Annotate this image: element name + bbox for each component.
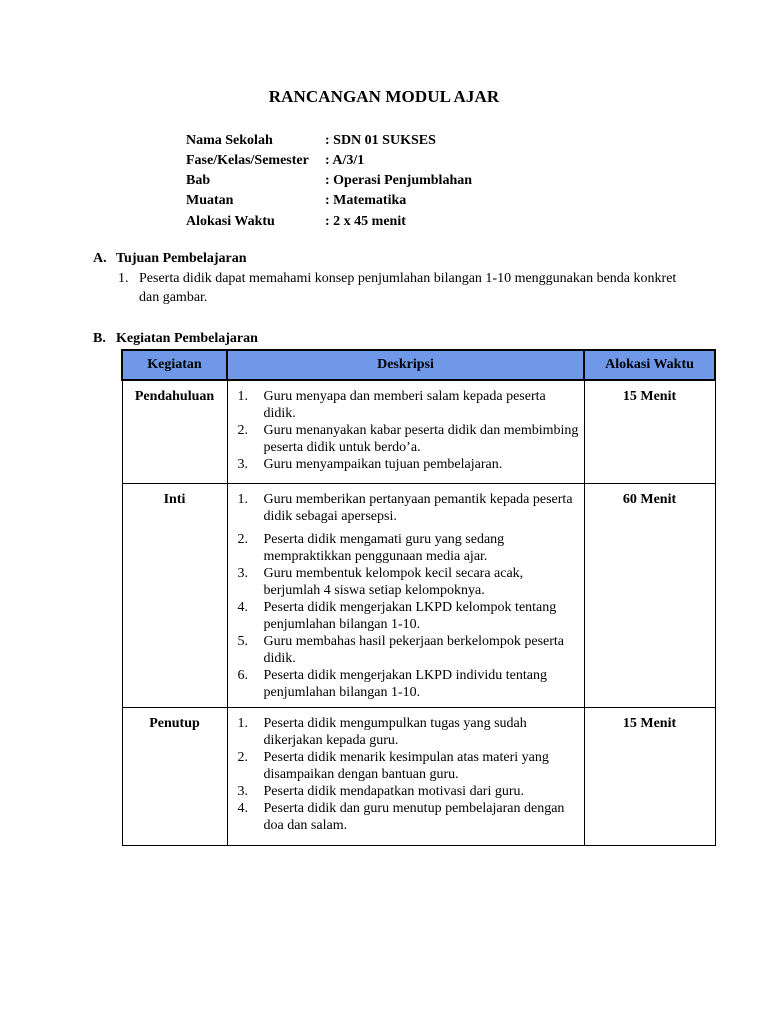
table-header-row xyxy=(122,350,715,380)
header-alokasi: Alokasi Waktu xyxy=(584,350,715,380)
step-list xyxy=(238,388,580,473)
identity-block xyxy=(186,131,472,232)
section-a-heading xyxy=(93,250,247,268)
step-number: 3. xyxy=(237,566,248,581)
info-label: Fase/Kelas/Semester xyxy=(186,153,309,168)
table-row xyxy=(122,484,715,708)
step-item xyxy=(238,531,580,565)
step-text: Guru membahas hasil pekerjaan berkelompok peserta didik. xyxy=(263,634,565,666)
list-text: Peserta didik dapat memahami konsep penjumlahan bilangan 1-10 menggunakan benda konkret dan gambar. xyxy=(139,271,677,305)
step-number: 6. xyxy=(237,668,248,683)
step-number: 2. xyxy=(237,750,248,765)
info-label: Nama Sekolah xyxy=(186,133,273,148)
info-row xyxy=(186,191,472,211)
step-list xyxy=(238,491,580,701)
step-item xyxy=(238,783,580,800)
info-value: : 2 x 45 menit xyxy=(325,214,406,229)
info-label: Bab xyxy=(186,173,211,188)
info-value: : SDN 01 SUKSES xyxy=(325,133,436,148)
kegiatan-table xyxy=(121,349,716,846)
info-value: : Operasi Penjumblahan xyxy=(325,173,473,188)
info-value: : A/3/1 xyxy=(325,153,365,168)
list-item xyxy=(118,269,678,307)
info-row xyxy=(186,131,472,151)
kegiatan-cell: Pendahuluan xyxy=(122,380,227,484)
step-text: Guru menyampaikan tujuan pembelajaran. xyxy=(263,457,503,472)
step-item xyxy=(238,715,580,749)
step-number: 2. xyxy=(237,423,248,438)
step-number: 5. xyxy=(237,634,248,649)
step-item xyxy=(238,800,580,834)
tujuan-list xyxy=(118,269,678,307)
alokasi-cell: 60 Menit xyxy=(584,484,715,708)
step-text: Peserta didik mengumpulkan tugas yang sudah dikerjakan kepada guru. xyxy=(263,716,527,748)
step-item xyxy=(238,633,580,667)
header-kegiatan: Kegiatan xyxy=(122,350,227,380)
step-item xyxy=(238,667,580,701)
step-item xyxy=(238,422,580,456)
alokasi-cell: 15 Menit xyxy=(584,380,715,484)
step-text: Guru memberikan pertanyaan pemantik kepada peserta didik sebagai apersepsi. xyxy=(263,492,573,524)
deskripsi-cell xyxy=(227,484,584,708)
step-item xyxy=(238,565,580,599)
kegiatan-cell: Penutup xyxy=(122,708,227,846)
deskripsi-cell xyxy=(227,380,584,484)
step-text: Peserta didik mengerjakan LKPD individu tentang penjumlahan bilangan 1-10. xyxy=(263,668,547,700)
step-item xyxy=(238,491,580,525)
header-deskripsi: Deskripsi xyxy=(227,350,584,380)
deskripsi-cell xyxy=(227,708,584,846)
step-text: Guru menanyakan kabar peserta didik dan membimbing peserta didik untuk berdo’a. xyxy=(263,423,579,455)
step-text: Peserta didik mengerjakan LKPD kelompok tentang penjumlahan bilangan 1-10. xyxy=(263,600,557,632)
table-row xyxy=(122,380,715,484)
info-label: Alokasi Waktu xyxy=(186,214,275,229)
section-title: Tujuan Pembelajaran xyxy=(116,251,247,266)
info-row xyxy=(186,212,472,232)
step-item xyxy=(238,599,580,633)
step-text: Peserta didik mendapatkan motivasi dari guru. xyxy=(263,784,524,799)
step-number: 4. xyxy=(237,600,248,615)
section-b-heading xyxy=(93,330,258,348)
step-text: Guru menyapa dan memberi salam kepada peserta didik. xyxy=(263,389,546,421)
step-number: 2. xyxy=(237,532,248,547)
kegiatan-cell: Inti xyxy=(122,484,227,708)
step-text: Peserta didik mengamati guru yang sedang mempraktikkan penggunaan media ajar. xyxy=(263,532,505,564)
info-label: Muatan xyxy=(186,193,234,208)
table-row xyxy=(122,708,715,846)
step-list xyxy=(238,715,580,834)
step-number: 3. xyxy=(237,784,248,799)
step-number: 1. xyxy=(237,492,248,507)
section-letter: B. xyxy=(93,331,106,346)
step-number: 3. xyxy=(237,457,248,472)
step-number: 4. xyxy=(237,801,248,816)
info-row xyxy=(186,171,472,191)
info-value: : Matematika xyxy=(325,193,407,208)
step-text: Guru membentuk kelompok kecil secara acak, berjumlah 4 siswa setiap kelompoknya. xyxy=(263,566,524,598)
document-title: RANCANGAN MODUL AJAR xyxy=(268,87,500,106)
alokasi-cell: 15 Menit xyxy=(584,708,715,846)
step-text: Peserta didik dan guru menutup pembelajaran dengan doa dan salam. xyxy=(263,801,565,833)
step-text: Peserta didik menarik kesimpulan atas materi yang disampaikan dengan bantuan guru. xyxy=(263,750,549,782)
step-number: 1. xyxy=(237,389,248,404)
section-title: Kegiatan Pembelajaran xyxy=(116,331,258,346)
info-row xyxy=(186,151,472,171)
section-letter: A. xyxy=(93,251,107,266)
step-number: 1. xyxy=(237,716,248,731)
list-number: 1. xyxy=(118,271,129,286)
step-item xyxy=(238,749,580,783)
step-item xyxy=(238,388,580,422)
step-item xyxy=(238,456,580,473)
